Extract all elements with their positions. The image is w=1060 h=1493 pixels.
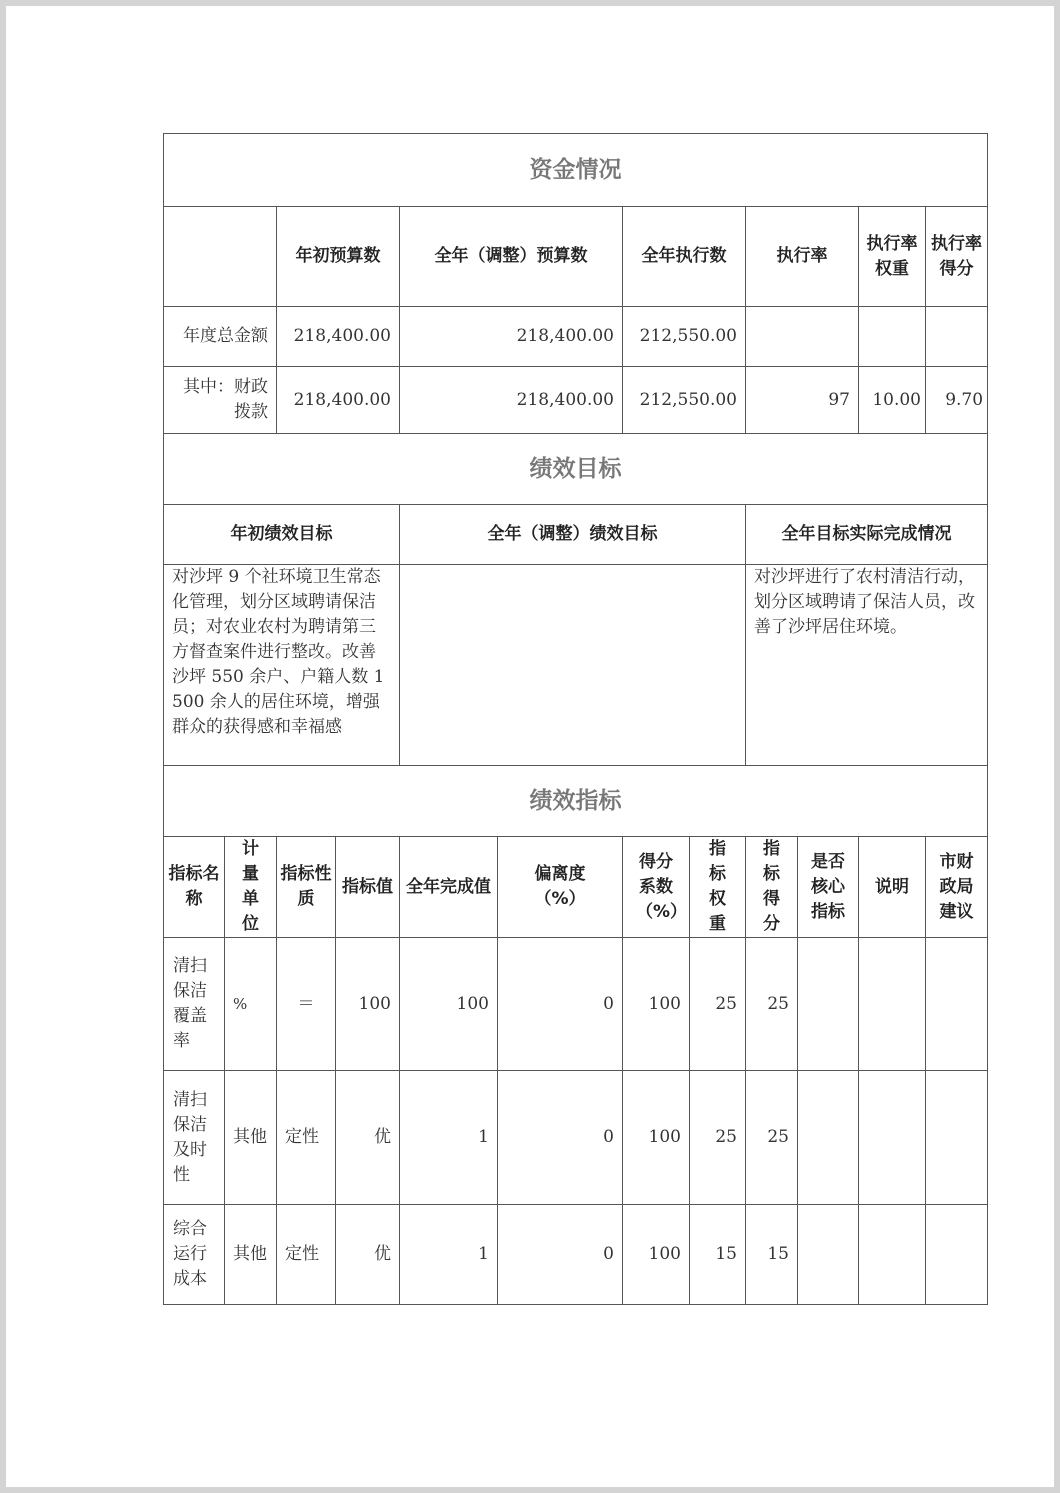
- funds-header-score: 执行率得分: [926, 207, 988, 307]
- ind-cell-core: [798, 1071, 859, 1205]
- ind-cell-deviation: 0: [498, 938, 623, 1071]
- ind-header-coef: 得分系数（%）: [623, 837, 690, 938]
- ind-cell-deviation: 0: [498, 1071, 623, 1205]
- goals-header-actual: 全年目标实际完成情况: [746, 505, 988, 565]
- ind-header-score: 指标得分: [746, 837, 798, 938]
- ind-cell-score: 25: [746, 938, 798, 1071]
- funds-row: [164, 307, 988, 367]
- ind-cell-score: 25: [746, 1071, 798, 1205]
- funds-row: [164, 367, 988, 434]
- funds-header-adjusted: 全年（调整）预算数: [400, 207, 623, 307]
- ind-cell-nature: ＝: [277, 938, 336, 1071]
- ind-cell-weight: 25: [690, 1071, 746, 1205]
- ind-cell-actual: 100: [400, 938, 498, 1071]
- funds-cell-initial: 218,400.00: [277, 367, 400, 434]
- ind-cell-unit: %: [225, 938, 277, 1071]
- ind-cell-coef: 100: [623, 938, 690, 1071]
- funds-row-label: 其中：财政拨款: [164, 367, 277, 434]
- goals-actual-text: 对沙坪进行了农村清洁行动，划分区域聘请了保洁人员，改善了沙坪居住环境。: [746, 565, 988, 766]
- ind-cell-core: [798, 938, 859, 1071]
- goals-section-title: 绩效目标: [164, 434, 988, 505]
- ind-cell-unit: 其他: [225, 1205, 277, 1305]
- funds-cell-adjusted: 218,400.00: [400, 307, 623, 367]
- indicator-row: [164, 1071, 988, 1205]
- indicators-section-title: 绩效指标: [164, 766, 988, 837]
- document-page: [6, 6, 1054, 1487]
- ind-cell-coef: 100: [623, 1205, 690, 1305]
- funds-cell-score: 9.70: [926, 367, 988, 434]
- ind-header-unit: 计量单位: [225, 837, 277, 938]
- ind-cell-name: 清扫保洁覆盖率: [164, 938, 225, 1071]
- ind-cell-name: 清扫保洁及时性: [164, 1071, 225, 1205]
- funds-cell-rate: [746, 307, 859, 367]
- funds-cell-rate: 97: [746, 367, 859, 434]
- ind-cell-note: [859, 1205, 926, 1305]
- ind-cell-unit: 其他: [225, 1071, 277, 1205]
- ind-cell-advice: [926, 938, 988, 1071]
- ind-cell-advice: [926, 1205, 988, 1305]
- funds-cell-executed: 212,550.00: [623, 367, 746, 434]
- funds-cell-adjusted: 218,400.00: [400, 367, 623, 434]
- ind-cell-coef: 100: [623, 1071, 690, 1205]
- ind-header-name: 指标名称: [164, 837, 225, 938]
- funds-header-blank: [164, 207, 277, 307]
- ind-header-nature: 指标性质: [277, 837, 336, 938]
- ind-cell-nature: 定性: [277, 1205, 336, 1305]
- ind-cell-actual: 1: [400, 1071, 498, 1205]
- ind-cell-advice: [926, 1071, 988, 1205]
- goals-header-initial: 年初绩效目标: [164, 505, 400, 565]
- ind-header-advice: 市财政局建议: [926, 837, 988, 938]
- funds-row-label: 年度总金额: [164, 307, 277, 367]
- indicator-row: [164, 1205, 988, 1305]
- ind-cell-name: 综合运行成本: [164, 1205, 225, 1305]
- funds-cell-initial: 218,400.00: [277, 307, 400, 367]
- goals-adjusted-text: [400, 565, 746, 766]
- funds-cell-score: [926, 307, 988, 367]
- ind-cell-core: [798, 1205, 859, 1305]
- funds-header-weight: 执行率权重: [859, 207, 926, 307]
- ind-header-weight: 指标权重: [690, 837, 746, 938]
- ind-cell-deviation: 0: [498, 1205, 623, 1305]
- ind-cell-target: 优: [336, 1205, 400, 1305]
- ind-header-actual: 全年完成值: [400, 837, 498, 938]
- funds-cell-weight: 10.00: [859, 367, 926, 434]
- funds-section-title: 资金情况: [164, 134, 988, 207]
- indicator-row: [164, 938, 988, 1071]
- ind-cell-note: [859, 938, 926, 1071]
- ind-header-deviation: 偏离度（%）: [498, 837, 623, 938]
- goals-header-adjusted: 全年（调整）绩效目标: [400, 505, 746, 565]
- goals-initial-text: 对沙坪 9 个社环境卫生常态化管理，划分区域聘请保洁员；对农业农村为聘请第三方督查案件进行整改。改善沙坪 550 余户、户籍人数 1500 余人的居住环境，增强群众的获得感和幸福感: [164, 565, 400, 766]
- ind-cell-target: 优: [336, 1071, 400, 1205]
- funds-cell-executed: 212,550.00: [623, 307, 746, 367]
- ind-cell-nature: 定性: [277, 1071, 336, 1205]
- ind-header-target: 指标值: [336, 837, 400, 938]
- ind-cell-actual: 1: [400, 1205, 498, 1305]
- ind-cell-score: 15: [746, 1205, 798, 1305]
- ind-header-core: 是否核心指标: [798, 837, 859, 938]
- ind-cell-target: 100: [336, 938, 400, 1071]
- ind-cell-weight: 25: [690, 938, 746, 1071]
- ind-header-note: 说明: [859, 837, 926, 938]
- performance-table: [163, 133, 988, 1305]
- ind-cell-note: [859, 1071, 926, 1205]
- funds-header-initial: 年初预算数: [277, 207, 400, 307]
- funds-cell-weight: [859, 307, 926, 367]
- funds-header-executed: 全年执行数: [623, 207, 746, 307]
- funds-header-rate: 执行率: [746, 207, 859, 307]
- ind-cell-weight: 15: [690, 1205, 746, 1305]
